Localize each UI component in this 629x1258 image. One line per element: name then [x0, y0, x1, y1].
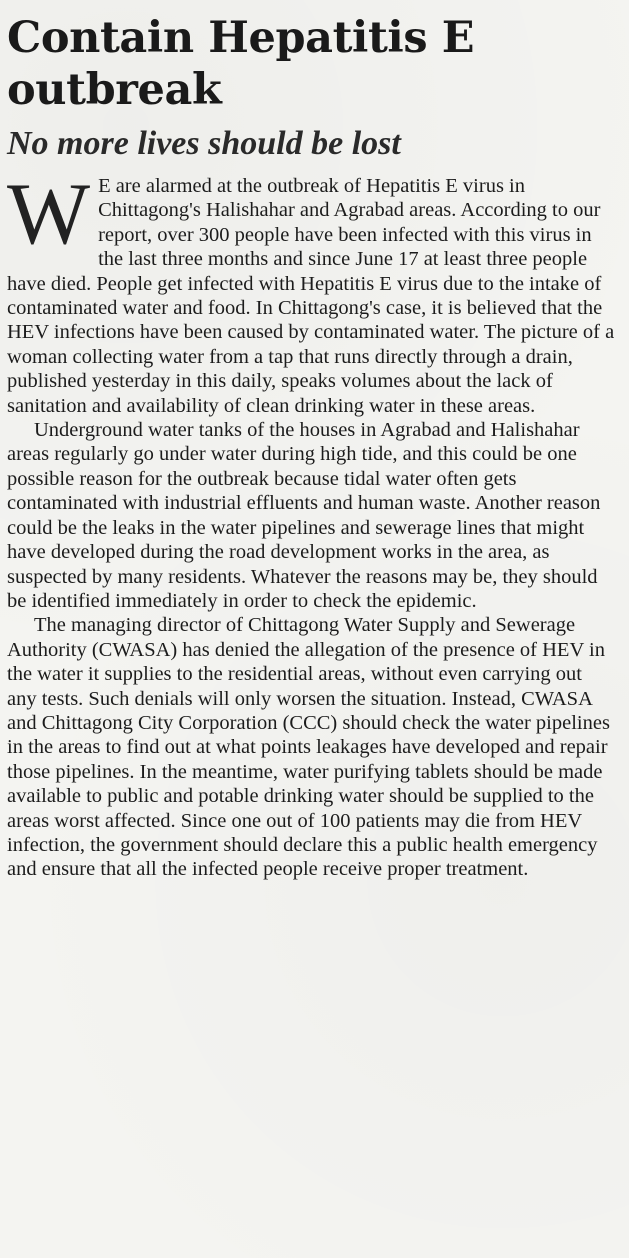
drop-cap: W: [7, 166, 91, 263]
paragraph-1-text: E are alarmed at the outbreak of Hepatitis E virus in Chittagong's Halishahar and Agrabad areas. According to our report, over 300 people have been infected with this virus in the last three months and since June 17 at least three people have died. People get infected with Hepatitis E virus due to the intake of contaminated water and food. In Chittagong's case, it is believed that the HEV infections have been caused by contaminated water. The picture of a woman collecting water from a tap that runs directly through a drain, published yesterday in this daily, speaks volumes about the lack of sanitation and availability of clean drinking water in these areas.: [7, 175, 615, 417]
paragraph-2: Underground water tanks of the houses in Agrabad and Halishahar areas regularly go under water during high tide, and this could be one possible reason for the outbreak because tidal water often gets contaminated with industrial effluents and human waste. Another reason could be the leaks in the water pipelines and sewerage lines that might have developed during the road development works in the area, as suspected by many residents. Whatever the reasons may be, they should be identified immediately in order to check the epidemic.: [7, 419, 601, 612]
paragraph-3: The managing director of Chittagong Water Supply and Sewerage Authority (CWASA) has denied the allegation of the presence of HEV in the water it supplies to the residential areas, without even carrying out any tests. Such denials will only worsen the situation. Instead, CWASA and Chittagong City Corporation (CCC) should check the water pipelines in the areas to find out at what points leakages have developed and repair those pipelines. In the meantime, water purifying tablets should be made available to public and potable drinking water should be supplied to the areas worst affected. Since one out of 100 patients may die from HEV infection, the government should declare this a public health emergency and ensure that all the infected people receive proper treatment.: [7, 614, 610, 881]
paragraph-1: [7, 166, 615, 418]
headline: Contain Hepatitis E outbreak: [7, 13, 475, 115]
article-body: [7, 166, 615, 882]
subheadline: No more lives should be lost: [7, 125, 401, 162]
